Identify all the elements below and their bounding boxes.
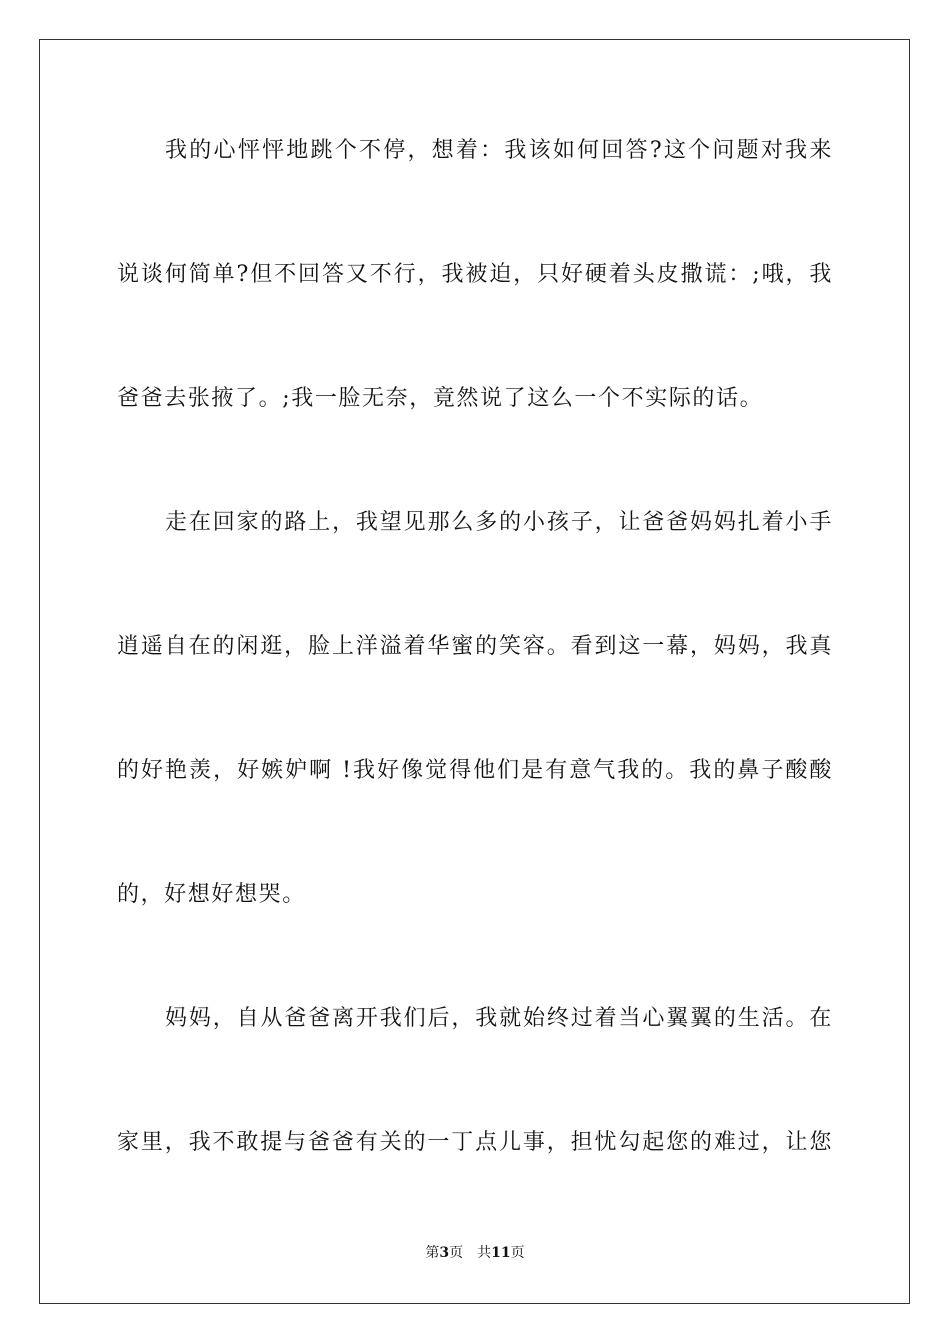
footer-page-prefix: 第 (425, 1245, 440, 1261)
footer-total-number: 11 (491, 1245, 511, 1261)
page-border (39, 39, 910, 1304)
paragraph-2-line-3: 的好艳羡，好嫉妒啊 !我好像觉得他们是有意气我的。我的鼻子酸酸 (117, 758, 833, 783)
paragraph-2-line-2: 逍遥自在的闲逛，脸上洋溢着华蜜的笑容。看到这一幕，妈妈，我真 (117, 634, 833, 659)
paragraph-2-line-4: 的，好想好想哭。 (117, 882, 306, 907)
paragraph-2-line-1: 走在回家的路上，我望见那么多的小孩子，让爸爸妈妈扎着小手 (165, 510, 833, 535)
paragraph-1-line-2: 说谈何简单?但不回答又不行，我被迫，只好硬着头皮撒谎：;哦，我 (117, 262, 833, 287)
footer-total-prefix: 共 (477, 1245, 492, 1261)
footer-page-suffix: 页 (449, 1245, 464, 1261)
paragraph-3-line-1: 妈妈，自从爸爸离开我们后，我就始终过着当心翼翼的生活。在 (165, 1006, 833, 1031)
page-footer (0, 1243, 950, 1263)
paragraph-1-line-1: 我的心怦怦地跳个不停，想着：我该如何回答?这个问题对我来 (165, 138, 833, 163)
footer-page-number: 3 (439, 1245, 450, 1261)
paragraph-3-line-2: 家里，我不敢提与爸爸有关的一丁点儿事，担忧勾起您的难过，让您 (117, 1130, 833, 1155)
paragraph-1-line-3: 爸爸去张掖了。;我一脸无奈，竟然说了这么一个不实际的话。 (117, 386, 764, 411)
footer-total-suffix: 页 (510, 1245, 525, 1261)
